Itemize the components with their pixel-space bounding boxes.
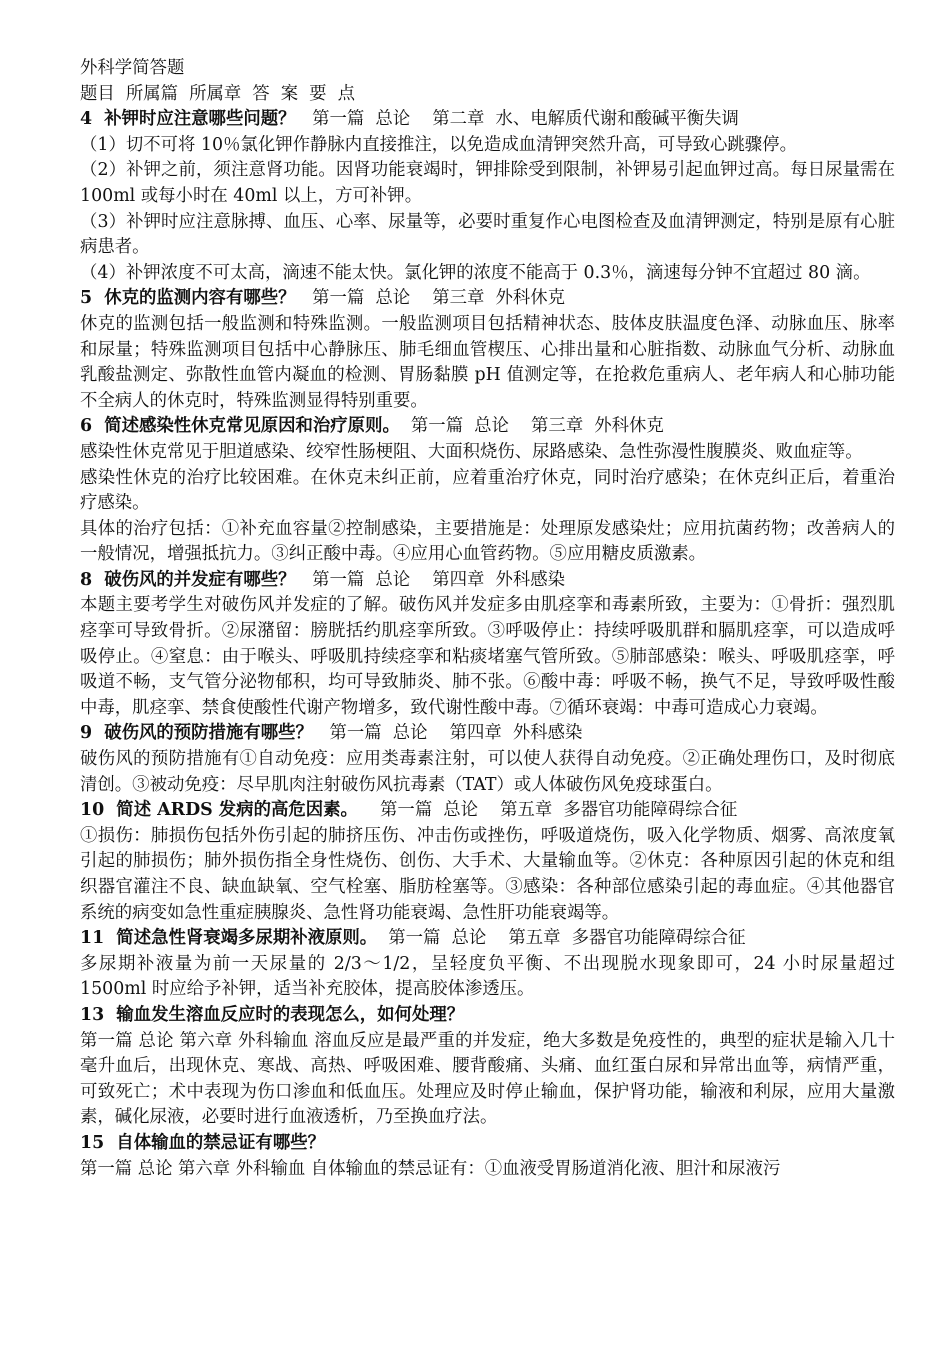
question-text: 13 输血发生溶血反应时的表现怎么，如何处理？ xyxy=(80,1004,465,1025)
question-heading xyxy=(80,1131,895,1157)
answer-paragraph: 休克的监测包括一般监测和特殊监测。一般监测项目包括精神状态、肢体皮肤温度色泽、动脉血压、脉率和尿量；特殊监测项目包括中心静脉压、肺毛细血管楔压、心排出量和心脏指数、动脉血气分析、动脉血乳酸盐测定、弥散性血管内凝血的检测、胃肠黏膜 pH 值测定等，在抢救危重病人、老年病人和心肺功能不全病人的休克时，特殊监测显得特别重要。 xyxy=(80,313,895,411)
answer-paragraph: （4）补钾浓度不可太高，滴速不能太快。氯化钾的浓度不能高于 0.3％，滴速每分钟不宜超过 80 滴。 xyxy=(80,262,871,283)
answer-paragraph: 破伤风的预防措施有①自动免疫：应用类毒素注射，可以使人获得自动免疫。②正确处理伤口，及时彻底清创。③被动免疫：尽早肌肉注射破伤风抗毒素（TAT）或人体破伤风免疫球蛋白。 xyxy=(80,749,895,795)
answer-paragraph: 第一篇 总论 第六章 外科输血 溶血反应是最严重的并发症，绝大多数是免疫性的，典型的症状是输入几十毫升血后，出现休克、寒战、高热、呼吸困难、腰背酸痛、头痛、血红蛋白尿和异常出血等，病情严重，可致死亡；术中表现为伤口渗血和低血压。处理应及时停止输血，保护肾功能，输液和利尿，应用大量激素，碱化尿液，必要时进行血液透析，乃至换血疗法。 xyxy=(80,1030,895,1128)
question-section: 第一篇 总论 第四章 外科感染 xyxy=(312,723,583,744)
question-heading xyxy=(80,568,895,594)
question-heading xyxy=(80,721,895,747)
header-row: 题目 所属篇 所属章 答 案 要 点 xyxy=(80,83,356,104)
document-page xyxy=(80,56,895,1182)
answer-paragraph: 感染性休克的治疗比较困难。在休克未纠正前，应着重治疗休克，同时治疗感染；在休克纠正后，着重治疗感染。 xyxy=(80,467,895,514)
answer-paragraph: （1）切不可将 10％氯化钾作静脉内直接推注，以免造成血清钾突然升高，可导致心跳骤停。 xyxy=(80,134,797,155)
question-heading xyxy=(80,414,895,440)
answer-paragraph: 感染性休克常见于胆道感染、绞窄性肠梗阻、大面积烧伤、尿路感染、急性弥漫性腹膜炎、败血症等。 xyxy=(80,441,863,462)
question-heading xyxy=(80,1003,895,1029)
question-heading xyxy=(80,926,895,952)
answer-paragraph: 第一篇 总论 第六章 外科输血 自体输血的禁忌证有：①血液受胃肠道消化液、胆汁和尿液污 xyxy=(80,1158,781,1179)
question-heading xyxy=(80,286,895,312)
answer-paragraph: （2）补钾之前，须注意肾功能。因肾功能衰竭时，钾排除受到限制，补钾易引起血钾过高。每日尿量需在 100ml 或每小时在 40ml 以上，方可补钾。 xyxy=(80,160,895,206)
answer-paragraph: 具体的治疗包括：①补充血容量②控制感染，主要措施是：处理原发感染灶；应用抗菌药物；改善病人的一般情况，增强抵抗力。③纠正酸中毒。④应用心血管药物。⑤应用糖皮质激素。 xyxy=(80,518,895,565)
question-text: 11 简述急性肾衰竭多尿期补液原则。 xyxy=(80,928,378,949)
question-text: 8 破伤风的并发症有哪些？ xyxy=(80,569,296,590)
question-text: 15 自体输血的禁忌证有哪些？ xyxy=(80,1132,325,1153)
answer-paragraph: （3）补钾时应注意脉搏、血压、心率、尿量等，必要时重复作心电图检查及血清钾测定，特别是原有心脏病患者。 xyxy=(80,211,895,258)
questions-list xyxy=(80,107,895,1182)
question-section: 第一篇 总论 第五章 多器官功能障碍综合征 xyxy=(377,928,746,949)
question-section: 第一篇 总论 第三章 外科休克 xyxy=(295,288,566,309)
question-section: 第一篇 总论 第三章 外科休克 xyxy=(399,416,664,437)
question-section: 第一篇 总论 第四章 外科感染 xyxy=(295,569,566,590)
answer-paragraph: 多尿期补液量为前一天尿量的 2/3～1/2，呈轻度负平衡、不出现脱水现象即可，24 小时尿量超过 1500ml 时应给予补钾，适当补充胶体，提高胶体渗透压。 xyxy=(80,953,895,1000)
question-heading xyxy=(80,107,895,133)
question-heading xyxy=(80,798,895,824)
question-text: 4 补钾时应注意哪些问题？ xyxy=(80,109,296,130)
question-text: 5 休克的监测内容有哪些？ xyxy=(80,288,296,309)
question-section: 第一篇 总论 第二章 水、电解质代谢和酸碱平衡失调 xyxy=(295,109,739,130)
question-text: 10 简述 ARDS 发病的高危因素。 xyxy=(80,800,358,821)
question-section: 第一篇 总论 第五章 多器官功能障碍综合征 xyxy=(357,800,738,821)
question-text: 6 简述感染性休克常见原因和治疗原则。 xyxy=(80,416,400,437)
answer-paragraph: 本题主要考学生对破伤风并发症的了解。破伤风并发症多由肌痉挛和毒素所致，主要为：①骨折：强烈肌痉挛可导致骨折。②尿潴留：膀胱括约肌痉挛所致。③呼吸停止：持续呼吸肌群和膈肌痉挛，可以造成呼吸停止。④窒息：由于喉头、呼吸肌持续痉挛和粘痰堵塞气管所致。⑤肺部感染：喉头、呼吸肌痉挛，呼吸道不畅，支气管分泌物郁积，均可导致肺炎、肺不张。⑥酸中毒：呼吸不畅，换气不足，导致呼吸性酸中毒，肌痉挛、禁食使酸性代谢产物增多，致代谢性酸中毒。⑦循环衰竭：中毒可造成心力衰竭。 xyxy=(80,595,895,718)
question-text: 9 破伤风的预防措施有哪些？ xyxy=(80,723,313,744)
answer-paragraph: ①损伤：肺损伤包括外伤引起的肺挤压伤、冲击伤或挫伤，呼吸道烧伤，吸入化学物质、烟雾、高浓度氧引起的肺损伤；肺外损伤指全身性烧伤、创伤、大手术、大量输血等。②休克：各种原因引起的休克和组织器官灌注不良、缺血缺氧、空气栓塞、脂肪栓塞等。③感染：各种部位感染引起的毒血症。④其他器官系统的病变如急性重症胰腺炎、急性肾功能衰竭、急性肝功能衰竭等。 xyxy=(80,825,895,923)
document-title: 外科学简答题 xyxy=(80,58,185,78)
